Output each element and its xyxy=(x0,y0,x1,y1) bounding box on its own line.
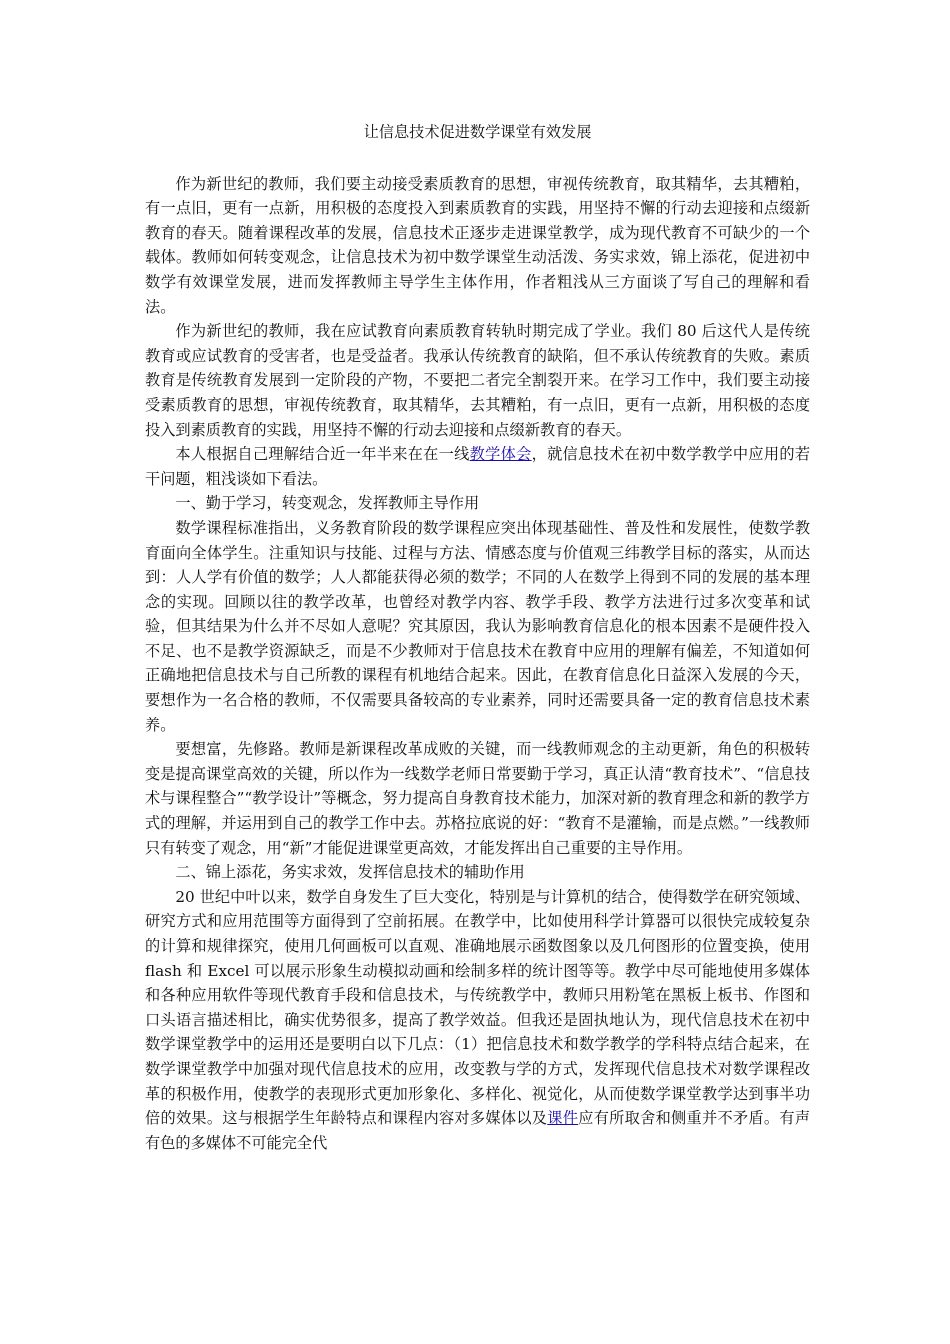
paragraph-info-technology-text-1: 20 世纪中叶以来，数学自身发生了巨大变化，特别是与计算机的结合，使得数学在研究领域、研究方式和应用范围等方面得到了空前拓展。在教学中，比如使用科学计算器可以很快完成较复杂的计算和规律探究，使用几何画板可以直观、准确地展示函数图象以及几何图形的位置变换，使用 flash 和 Excel 可以展示形象生动模拟动画和绘制多样的统计图等等。教学中尽可能地使用多媒体和各种应用软件等现代教育手段和信息技术，与传统教学中，教师只用粉笔在黑板上板书、作图和口头语言描述相比，确实优势很多，提高了教学效益。但我还是固执地认为，现代信息技术在初中数学课堂教学中的运用还是要明白以下几点：（1）把信息技术和数学教学的学科特点结合起来，在数学课堂教学中加强对现代信息技术的应用，改变教与学的方式，发挥现代信息技术对数学课程改革的积极作用，使教学的表现形式更加形象化、多样化、视觉化，从而使数学课堂教学达到事半功倍的效果。这与根据学生年龄特点和课程内容对多媒体以及 xyxy=(145,887,810,1128)
paragraph-intro: 作为新世纪的教师，我们要主动接受素质教育的思想，审视传统教育，取其精华，去其糟粕，有一点旧，更有一点新，用积极的态度投入到素质教育的实践，用坚持不懈的行动去迎接和点缀新教育的春天。随着课程改革的发展，信息技术正逐步走进课堂教学，成为现代教育不可缺少的一个载体。教师如何转变观念，让信息技术为初中数学课堂生动活泼、务实求效，锦上添花，促进初中数学有效课堂发展，进而发挥教师主导学生主体作用，作者粗浅从三方面谈了写自己的理解和看法。 xyxy=(145,174,810,316)
courseware-link[interactable]: 课件 xyxy=(547,1109,579,1128)
paragraph-overview-text-2: ，就信息技术在初中数学教学中应用的若干问题，粗浅谈如下看法。 xyxy=(145,445,811,488)
document-page xyxy=(145,120,810,1155)
document-title: 让信息技术促进数学课堂有效发展 xyxy=(363,123,592,141)
paragraph-overview-text-1: 本人根据自己理解结合近一年半来在在一线 xyxy=(175,445,470,464)
paragraph-overview xyxy=(145,442,810,491)
paragraph-change-mindset: 要想富，先修路。教师是新课程改革成败的关键，而一线教师观念的主动更新，角色的积极转变是提高课堂高效的关键，所以作为一线数学老师日常要勤于学习，真正认清“教育技术”、“信息技术与课程整合”“教学设计”等概念，努力提高自身教育技术能力，加深对新的教育理念和新的教学方式的理解，并运用到自己的教学工作中去。苏格拉底说的好：“教育不是灌输，而是点燃。”一线教师只有转变了观念，用“新”才能促进课堂更高效，才能发挥出自己重要的主导作用。 xyxy=(145,740,810,857)
paragraph-background: 作为新世纪的教师，我在应试教育向素质教育转轨时期完成了学业。我们 80 后这代人是传统教育或应试教育的受害者，也是受益者。我承认传统教育的缺陷，但不承认传统教育的失败。素质教育是传统教育发展到一定阶段的产物，不要把二者完全割裂开来。在学习工作中，我们要主动接受素质教育的思想，审视传统教育，取其精华，去其糟粕，有一点旧，更有一点新，用积极的态度投入到素质教育的实践，用坚持不懈的行动去迎接和点缀新教育的春天。 xyxy=(145,322,810,439)
section-heading-1: 一、勤于学习，转变观念，发挥教师主导作用 xyxy=(175,494,480,513)
paragraph-info-technology-text-2: 应有所取舍和侧重并不矛盾。有声有色的多媒体不可能完全代 xyxy=(145,1109,811,1152)
teaching-experience-link[interactable]: 教学体会 xyxy=(469,445,532,464)
paragraph-info-technology xyxy=(145,885,810,1156)
paragraph-curriculum-standard: 数学课程标准指出，义务教育阶段的数学课程应突出体现基础性、普及性和发展性，使数学教育面向全体学生。注重知识与技能、过程与方法、情感态度与价值观三纬教学目标的落实，从而达到：人人学有价值的数学；人人都能获得必须的数学；不同的人在数学上得到不同的发展的基本理念的实现。回顾以往的教学改革，也曾经对教学内容、教学手段、教学方法进行过多次变革和试验，但其结果为什么并不尽如人意呢？究其原因，我认为影响教育信息化的根本因素不是硬件投入不足、也不是教学资源缺乏，而是不少教师对于信息技术在教育中应用的理解有偏差，不知道如何正确地把信息技术与自己所教的课程有机地结合起来。因此，在教育信息化日益深入发展的今天，要想作为一名合格的教师，不仅需要具备较高的专业素养，同时还需要具备一定的教育信息技术素养。 xyxy=(145,518,810,734)
section-heading-2: 二、锦上添花，务实求效，发挥信息技术的辅助作用 xyxy=(175,863,525,882)
